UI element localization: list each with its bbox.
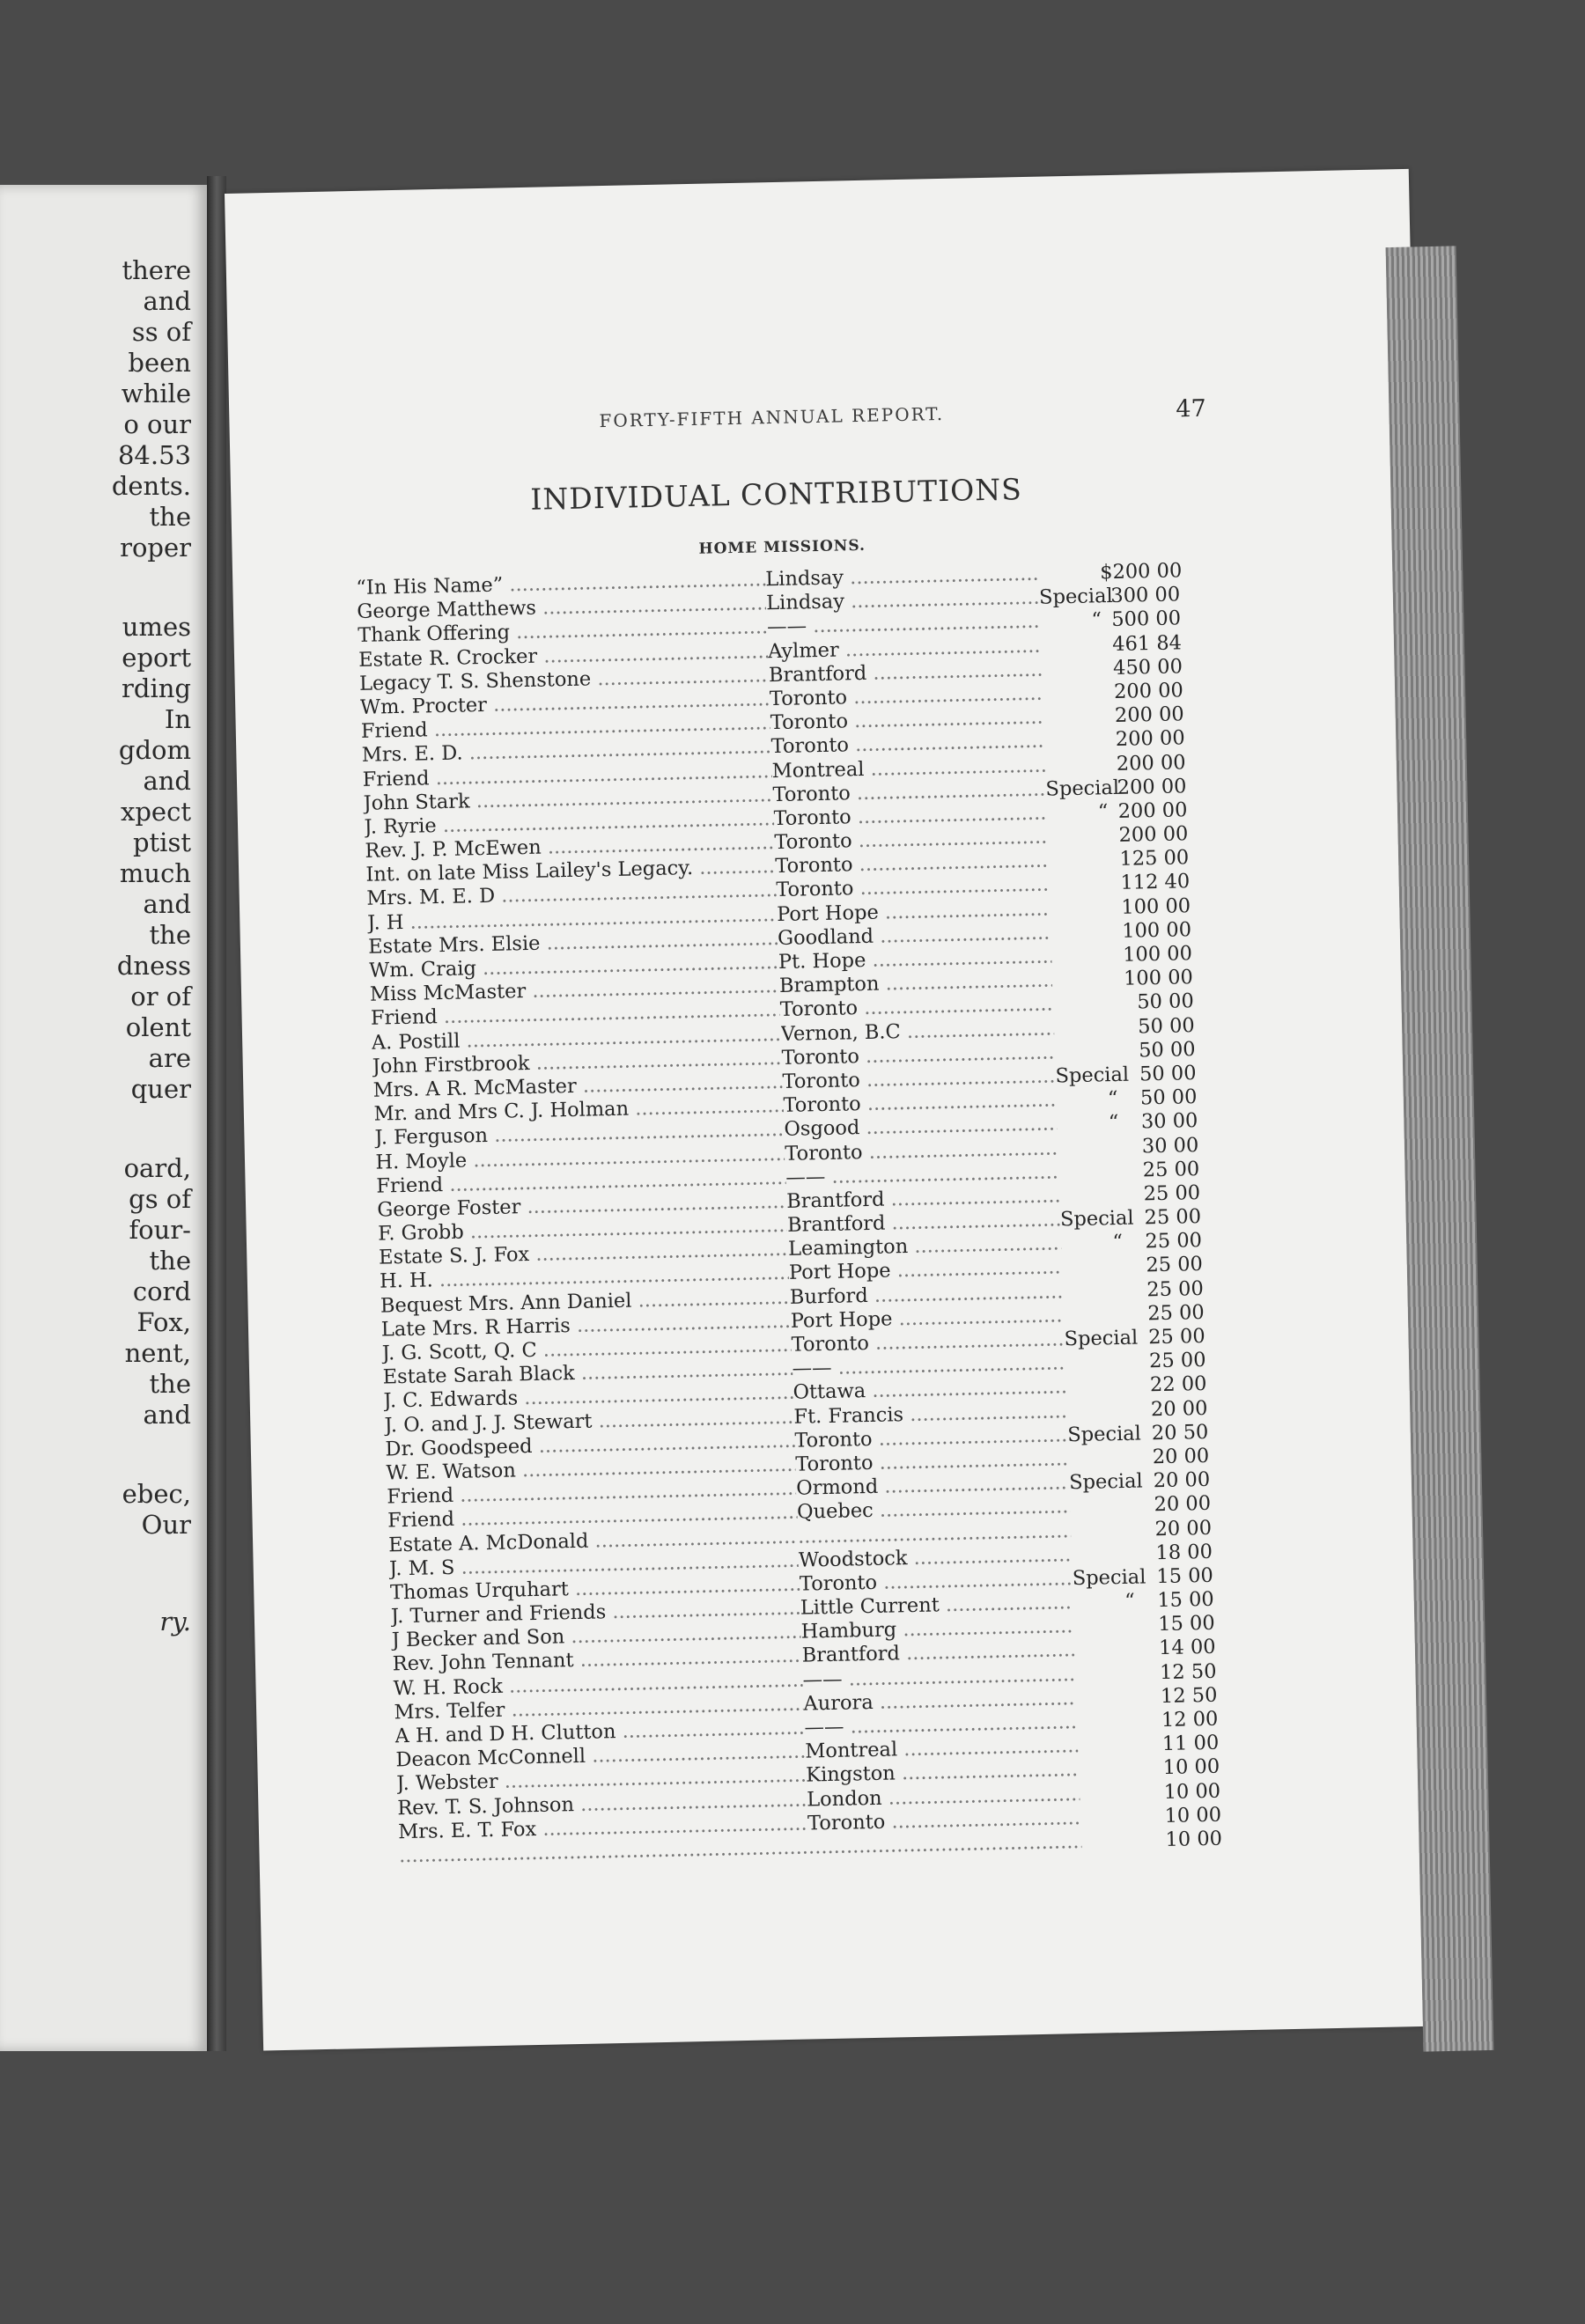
contribution-note: Special [1068, 1469, 1143, 1495]
contributor-place: Pt. Hope ..... [778, 945, 1051, 974]
contributor-name: Friend ..... [371, 998, 780, 1030]
contributor-place: Ottawa ..... [792, 1376, 1065, 1404]
contributor-place: Brantford ..... [786, 1184, 1059, 1212]
contribution-note: Special [1055, 1063, 1130, 1088]
contribution-note [1042, 674, 1103, 675]
contributor-place: Toronto ..... [770, 682, 1043, 710]
left-page-fragment: and [143, 766, 191, 796]
contribution-amount: 50 00 [1139, 1062, 1197, 1086]
contribution-note [1078, 1727, 1139, 1728]
left-page-fragment: o our [123, 409, 191, 439]
left-page-fragment: there [122, 255, 191, 285]
contributor-place: Toronto ..... [770, 730, 1043, 758]
contributor-place: Goodland ..... [778, 921, 1051, 949]
contribution-amount: 500 00 [1111, 607, 1182, 632]
contributor-name: J. O. and J. J. Stewart ..... [384, 1405, 793, 1437]
contributor-place: Leamington ..... [788, 1232, 1061, 1261]
contributor-name: H. H. ..... [380, 1261, 789, 1293]
contributor-place: —— ..... [802, 1663, 1075, 1691]
contributor-place: Toronto ..... [770, 706, 1043, 734]
contribution-note [1045, 770, 1107, 771]
left-page-fragment: much [119, 858, 191, 888]
contributions-list [356, 559, 1223, 1868]
contribution-amount: 20 00 [1153, 1468, 1211, 1493]
contribution-amount: 10 00 [1162, 1755, 1220, 1780]
contribution-amount: 18 00 [1155, 1540, 1213, 1564]
contribution-amount: 20 00 [1152, 1444, 1210, 1469]
contributor-place: Port Hope ..... [789, 1256, 1062, 1284]
contribution-note [1059, 1201, 1121, 1202]
contributor-place: Brantford ..... [769, 658, 1042, 686]
left-page-fragment: umes [122, 612, 191, 642]
contribution-note [1038, 578, 1100, 579]
contribution-amount: $200 00 [1099, 559, 1183, 585]
contribution-amount: 25 00 [1144, 1205, 1202, 1230]
contributor-name: Rev. John Tennant ..... [393, 1644, 802, 1676]
left-page-fragment: roper [120, 533, 191, 563]
left-page-fragment: xpect [121, 797, 191, 827]
contributor-place: Toronto ..... [781, 1041, 1054, 1069]
contributor-place: Kingston ..... [806, 1758, 1079, 1786]
contribution-note [1078, 1751, 1139, 1752]
contribution-note: “ [1097, 800, 1109, 824]
left-page-fragment: or of [130, 982, 191, 1011]
contributor-place: Osgood ..... [784, 1113, 1057, 1141]
left-page-fragment: ptist [132, 827, 191, 857]
contribution-note [1051, 961, 1113, 962]
contributor-place: —— ..... [792, 1351, 1065, 1379]
contributor-place: —— ..... [767, 610, 1040, 638]
left-page-fragment: oard, [123, 1153, 191, 1183]
contributor-name: J Becker and Son ..... [392, 1621, 801, 1652]
contribution-note [1058, 1152, 1119, 1153]
contribution-note: Special [1072, 1565, 1146, 1591]
contributor-place: Toronto ..... [782, 1064, 1055, 1092]
contributor-name: Wm. Procter ..... [360, 688, 770, 719]
contributor-place: Toronto ..... [772, 777, 1045, 805]
contribution-note [1048, 865, 1110, 866]
contribution-amount: 300 00 [1110, 583, 1181, 608]
contribution-amount: 450 00 [1112, 655, 1183, 680]
contributor-name: Thomas Urquhart ..... [390, 1573, 800, 1605]
contribution-amount: 100 00 [1121, 894, 1191, 919]
contributor-place: London ..... [807, 1783, 1080, 1811]
contributor-name: Mr. and Mrs C. J. Holman ..... [373, 1094, 783, 1126]
contributor-name: George Foster ..... [377, 1190, 786, 1222]
contribution-amount: 200 00 [1116, 750, 1186, 776]
left-page-fragment: eport [122, 643, 191, 673]
contributor-name: “In His Name” ..... [356, 568, 765, 599]
contribution-note [1043, 722, 1105, 723]
contribution-amount: 10 00 [1163, 1779, 1221, 1804]
contributor-name: J. C. Edwards ..... [383, 1381, 792, 1413]
contributor-place: Little Current ..... [800, 1591, 1073, 1619]
contributor-place: Toronto ..... [800, 1567, 1073, 1595]
contribution-note [1055, 1057, 1117, 1058]
contributor-place: Brantford ..... [787, 1208, 1060, 1236]
contribution-amount: 50 00 [1138, 1037, 1196, 1063]
left-page-fragment: the [149, 1369, 191, 1399]
contributor-place: Ormond ..... [796, 1471, 1069, 1499]
contributor-place: Toronto ..... [774, 826, 1047, 854]
contribution-note: “ [1091, 608, 1102, 632]
contributor-name: John Firstbrook ..... [372, 1047, 782, 1078]
contribution-amount: 200 00 [1117, 798, 1188, 823]
left-page-fragment: the [149, 1246, 191, 1276]
contribution-amount: 50 00 [1139, 1085, 1198, 1110]
left-page-fragment: olent [125, 1012, 191, 1042]
contribution-amount: 20 50 [1151, 1420, 1209, 1445]
left-page-fragment: four- [129, 1215, 191, 1245]
contributor-place: Lindsay ..... [765, 563, 1038, 591]
left-page-fragment: gs of [129, 1184, 191, 1214]
contributor-name: Legacy T. S. Shenstone ..... [359, 664, 769, 695]
contributor-name: J. M. S ..... [389, 1548, 799, 1580]
contribution-note [1070, 1511, 1132, 1512]
contribution-amount: 461 84 [1111, 630, 1183, 656]
contribution-note [1049, 890, 1110, 891]
contribution-note [1064, 1320, 1125, 1321]
contributor-place: Toronto ..... [791, 1327, 1064, 1356]
contribution-amount: 200 00 [1117, 774, 1187, 799]
contributor-name: Mrs. M. E. D ..... [366, 879, 776, 910]
left-page-fragment: the [149, 920, 191, 950]
contribution-amount: 25 00 [1148, 1349, 1206, 1373]
contributor-place: Toronto ..... [795, 1447, 1068, 1475]
left-page-fragment: the [149, 502, 191, 532]
contribution-amount: 10 00 [1164, 1803, 1222, 1828]
contribution-amount: 25 00 [1143, 1180, 1201, 1206]
contributor-name: J. Webster ..... [396, 1764, 806, 1796]
contribution-amount: 200 00 [1114, 702, 1184, 728]
contribution-note [1075, 1655, 1137, 1656]
contribution-amount: 25 00 [1146, 1276, 1205, 1301]
contribution-note [1079, 1775, 1140, 1776]
contribution-amount: 12 50 [1159, 1659, 1217, 1684]
left-page-fragment: ss of [131, 317, 191, 347]
contributor-name: George Matthews ..... [357, 592, 766, 623]
left-page-fragment: Fox, [136, 1307, 191, 1337]
contributor-name: J. Ryrie ..... [364, 807, 773, 839]
contribution-note: Special [1059, 1206, 1134, 1232]
left-page-fragment: dents. [111, 471, 191, 501]
contributor-place: Quebec ..... [797, 1496, 1070, 1524]
contributor-name: Thank Offering ..... [358, 616, 767, 648]
contributor-name: Bequest Mrs. Ann Daniel ..... [380, 1285, 790, 1317]
contribution-amount: 25 00 [1142, 1157, 1200, 1182]
contribution-note [1053, 1009, 1115, 1010]
contributor-name: Mrs. E. D. ..... [362, 735, 771, 767]
contribution-note [1072, 1559, 1133, 1560]
contributor-place: Toronto ..... [775, 849, 1048, 878]
contribution-amount: 22 00 [1149, 1372, 1207, 1397]
contributor-place: Toronto ..... [807, 1806, 1080, 1835]
contributor-place: Ft. Francis ..... [793, 1400, 1066, 1428]
contribution-amount: 200 00 [1113, 679, 1184, 703]
left-page-fragment: quer [130, 1074, 191, 1104]
contribution-amount: 11 00 [1161, 1731, 1220, 1756]
contribution-amount: 20 00 [1150, 1396, 1208, 1421]
contributor-place: Port Hope ..... [791, 1304, 1064, 1332]
contribution-amount: 100 00 [1122, 918, 1192, 943]
contribution-note: “ [1124, 1589, 1136, 1614]
contribution-note [1062, 1272, 1124, 1273]
contributor-name: Friend ..... [361, 711, 770, 743]
book-gutter [207, 176, 226, 2051]
contributor-name: H. Moyle ..... [375, 1142, 785, 1173]
section-subtitle: HOME MISSIONS. [698, 536, 866, 558]
contributor-name: Wm. Craig ..... [369, 951, 778, 982]
contributor-name: J. G. Scott, Q. C ..... [382, 1334, 792, 1365]
contributor-name: J. Turner and Friends ..... [391, 1597, 800, 1629]
left-page-fragment: while [121, 379, 191, 408]
contributor-name: Friend ..... [387, 1501, 797, 1533]
contributor-name: J. H ..... [367, 903, 777, 935]
contribution-note: Special [1038, 585, 1113, 609]
contributor-name: Deacon McConnell ..... [395, 1740, 805, 1772]
contributor-name: F. Grobb ..... [378, 1214, 787, 1246]
contributor-name: Estate A. McDonald ..... [388, 1525, 798, 1556]
contributor-name: John Stark ..... [363, 783, 772, 815]
contributor-place: Toronto ..... [794, 1423, 1067, 1452]
contributor-name: Estate R. Crocker ..... [358, 640, 768, 672]
left-page-fragment: rding [122, 673, 191, 703]
contributor-name: W. E. Watson ..... [386, 1453, 795, 1485]
right-page [225, 169, 1448, 2051]
contribution-amount: 50 00 [1137, 989, 1195, 1014]
contributor-place: Aylmer ..... [768, 634, 1041, 662]
contributor-place: Burford ..... [790, 1280, 1063, 1308]
contributor-place: Woodstock ..... [799, 1543, 1072, 1571]
left-page [0, 185, 207, 2051]
left-page-fragment: ebec, [122, 1479, 191, 1509]
contribution-note: “ [1112, 1231, 1124, 1254]
left-page-fragment: and [143, 286, 191, 316]
contributor-place: Vernon, B.C ..... [780, 1017, 1053, 1045]
contribution-note [1066, 1392, 1128, 1393]
contributor-place: Montreal ..... [805, 1734, 1078, 1762]
left-page-fragment: cord [132, 1276, 191, 1306]
left-page-fragment: and [143, 1400, 191, 1430]
contribution-note [1050, 914, 1111, 915]
contribution-amount: 15 00 [1157, 1587, 1215, 1613]
contribution-note: Special [1067, 1422, 1142, 1447]
contributor-place: —— ..... [785, 1160, 1058, 1188]
contribution-amount: 100 00 [1122, 942, 1193, 967]
contributor-place: Toronto ..... [773, 801, 1046, 829]
contribution-amount: 125 00 [1119, 846, 1190, 872]
running-head: FORTY-FIFTH ANNUAL REPORT. [599, 402, 945, 432]
left-page-fragment: been [128, 348, 191, 378]
contribution-note [1068, 1464, 1130, 1465]
contributor-name: Friend ..... [387, 1477, 796, 1509]
contribution-amount: 100 00 [1123, 966, 1194, 990]
contributor-name: W. H. Rock ..... [393, 1668, 802, 1700]
contributor-name: J. Ferguson ..... [374, 1118, 784, 1150]
contributor-place: Port Hope ..... [777, 897, 1050, 925]
contributor-place: Toronto ..... [780, 993, 1053, 1021]
left-page-fragment: dness [116, 951, 191, 981]
contributor-place [808, 1830, 1081, 1858]
contribution-amount: 15 00 [1156, 1563, 1214, 1589]
contributor-name: A. Postill ..... [372, 1023, 781, 1055]
contribution-amount: 200 00 [1115, 726, 1185, 752]
contributor-place: Brantford ..... [801, 1639, 1074, 1667]
left-page-fragment: 84.53 [117, 440, 191, 470]
contributor-place: Montreal ..... [771, 754, 1044, 782]
contribution-note [1080, 1822, 1142, 1823]
contributor-place: Toronto ..... [783, 1089, 1056, 1117]
contribution-amount: 10 00 [1165, 1827, 1223, 1851]
contribution-note [1065, 1368, 1127, 1369]
page-title: INDIVIDUAL CONTRIBUTIONS [529, 472, 1023, 517]
contributor-place: Hamburg ..... [800, 1614, 1073, 1643]
contributor-name: Estate Mrs. Elsie ..... [368, 927, 778, 959]
contributor-name: Friend ..... [362, 760, 771, 791]
left-page-fragment: In [164, 704, 191, 734]
contribution-note: Special [1045, 776, 1120, 801]
contributor-name: Mrs. A R. McMaster ..... [372, 1070, 782, 1102]
left-page-fragment: and [143, 889, 191, 919]
contribution-note [1081, 1847, 1143, 1848]
contribution-amount: 14 00 [1158, 1636, 1216, 1660]
contribution-amount: 112 40 [1120, 870, 1191, 895]
contribution-note [1043, 698, 1104, 699]
page-number: 47 [1176, 394, 1207, 423]
contribution-amount: 20 00 [1154, 1516, 1213, 1541]
contribution-note [1074, 1631, 1136, 1632]
contributor-name: Rev. T. S. Johnson ..... [397, 1788, 807, 1820]
contribution-amount: 25 00 [1145, 1229, 1203, 1254]
contributor-name: Mrs. E. T. Fox ..... [398, 1812, 807, 1843]
contribution-amount: 25 00 [1147, 1300, 1205, 1326]
contributor-name: Mrs. Telfer ..... [394, 1692, 803, 1724]
contributor-name: Estate S. J. Fox ..... [379, 1238, 788, 1269]
contribution-note [1071, 1535, 1132, 1536]
contributor-name: Int. on late Miss Lailey's Legacy. ..... [365, 855, 775, 886]
contributor-place: Aurora ..... [803, 1687, 1076, 1715]
contributor-place: Brampton ..... [779, 969, 1052, 997]
contribution-note: “ [1108, 1111, 1119, 1135]
contribution-amount: 50 00 [1137, 1013, 1195, 1039]
contribution-note [1054, 1033, 1116, 1034]
contribution-note [1052, 985, 1114, 986]
contribution-amount: 25 00 [1146, 1253, 1204, 1277]
contributor-name: Miss McMaster ..... [370, 974, 779, 1006]
contribution-note [1063, 1296, 1124, 1297]
contribution-note [1058, 1177, 1120, 1178]
contribution-note [1076, 1679, 1138, 1680]
contributor-place: Toronto ..... [776, 873, 1049, 901]
contribution-amount: 12 50 [1160, 1683, 1218, 1708]
contribution-note: Special [1064, 1326, 1139, 1351]
left-page-fragment: Our [141, 1510, 191, 1540]
left-page-fragment: ry. [159, 1607, 191, 1636]
left-page-fragment: nent, [124, 1338, 191, 1368]
contributor-place: —— ..... [804, 1710, 1077, 1739]
contribution-amount: 30 00 [1140, 1109, 1198, 1134]
left-page-fragment: gdom [118, 735, 191, 765]
contributor-name: Late Mrs. R Harris ..... [381, 1310, 791, 1342]
contribution-amount: 20 00 [1154, 1492, 1212, 1517]
contribution-amount: 30 00 [1141, 1133, 1199, 1158]
contribution-amount: 200 00 [1118, 822, 1189, 847]
left-page-fragment: are [148, 1043, 191, 1073]
contributor-name: A H. and D H. Clutton ..... [394, 1717, 804, 1748]
contributor-place: Lindsay ..... [766, 586, 1039, 614]
contribution-amount: 15 00 [1157, 1612, 1215, 1636]
contribution-amount: 25 00 [1147, 1324, 1205, 1350]
contributor-name: Rev. J. P. McEwen ..... [365, 831, 774, 863]
contributor-place: Toronto ..... [785, 1136, 1058, 1165]
contributor-name: Dr. Goodspeed ..... [385, 1430, 794, 1461]
contribution-note [1080, 1798, 1141, 1799]
contributor-name: Friend ..... [376, 1166, 785, 1198]
contribution-amount: 12 00 [1161, 1707, 1219, 1732]
contribution-note: “ [1107, 1087, 1118, 1111]
contributor-name: Estate Sarah Black ..... [382, 1357, 792, 1389]
